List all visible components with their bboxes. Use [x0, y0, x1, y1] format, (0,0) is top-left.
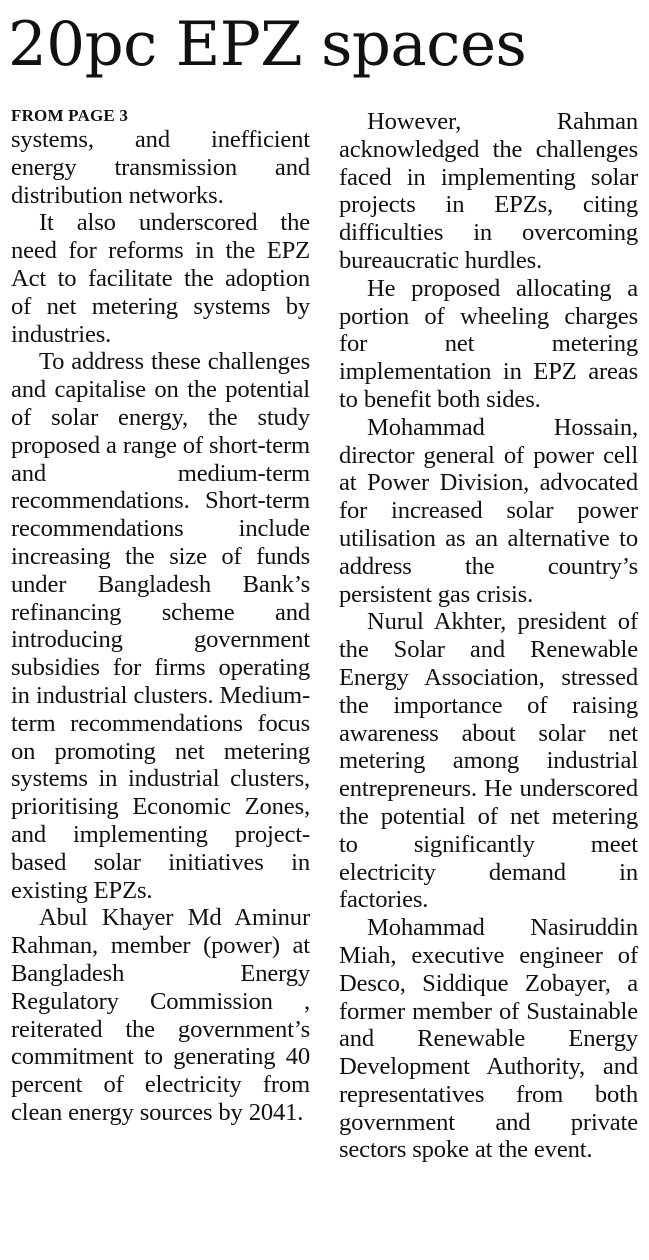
article-paragraph: However, Rahman acknowledged the challenges faced in implementing solar projects in EPZs, citing difficulties in overcoming bureaucratic hurdles.	[339, 108, 638, 274]
jump-line: FROM PAGE 3	[11, 106, 129, 125]
article-column-left	[11, 106, 310, 1127]
article-paragraph: Mohammad Nasiruddin Miah, executive engineer of Desco, Siddique Zobayer, a former member of Sustainable and Renewable Energy Development Authority, and representatives from both government and private sectors spoke at the event.	[339, 914, 638, 1164]
article-paragraph: To address these challenges and capitalise on the potential of solar energy, the study proposed a range of short-term and medium-term recommendations. Short-term recommendations include increasing the size of funds under Bangladesh Bank’s refinancing scheme and introducing government subsidies for firms operating in industrial clusters. Medium-term recommendations focus on promoting net metering systems in industrial clusters, prioritising Economic Zones, and implementing project-based solar initiatives in existing EPZs.	[11, 348, 310, 904]
article-paragraph: He proposed allocating a portion of wheeling charges for net metering implementation in EPZ areas to benefit both sides.	[339, 274, 638, 413]
article-paragraph: Abul Khayer Md Aminur Rahman, member (power) at Bangladesh Energy Regulatory Commission , reiterated the government’s commitment to generating 40 percent of electricity from clean energy sources by 2041.	[11, 904, 310, 1126]
article-paragraph: systems, and inefficient energy transmission and distribution networks.	[11, 126, 310, 209]
article-paragraph: Mohammad Hossain, director general of power cell at Power Division, advocated for increased solar power utilisation as an alternative to address the country’s persistent gas crisis.	[339, 413, 638, 608]
article-paragraph: It also underscored the need for reforms in the EPZ Act to facilitate the adoption of net metering systems by industries.	[11, 209, 310, 348]
headline: 20pc EPZ spaces	[8, 9, 527, 80]
article-paragraph: Nurul Akhter, president of the Solar and Renewable Energy Association, stressed the importance of raising awareness about solar net metering among industrial entrepreneurs. He underscored the potential of net metering to significantly meet electricity demand in factories.	[339, 608, 638, 914]
article-column-right	[339, 108, 638, 1164]
